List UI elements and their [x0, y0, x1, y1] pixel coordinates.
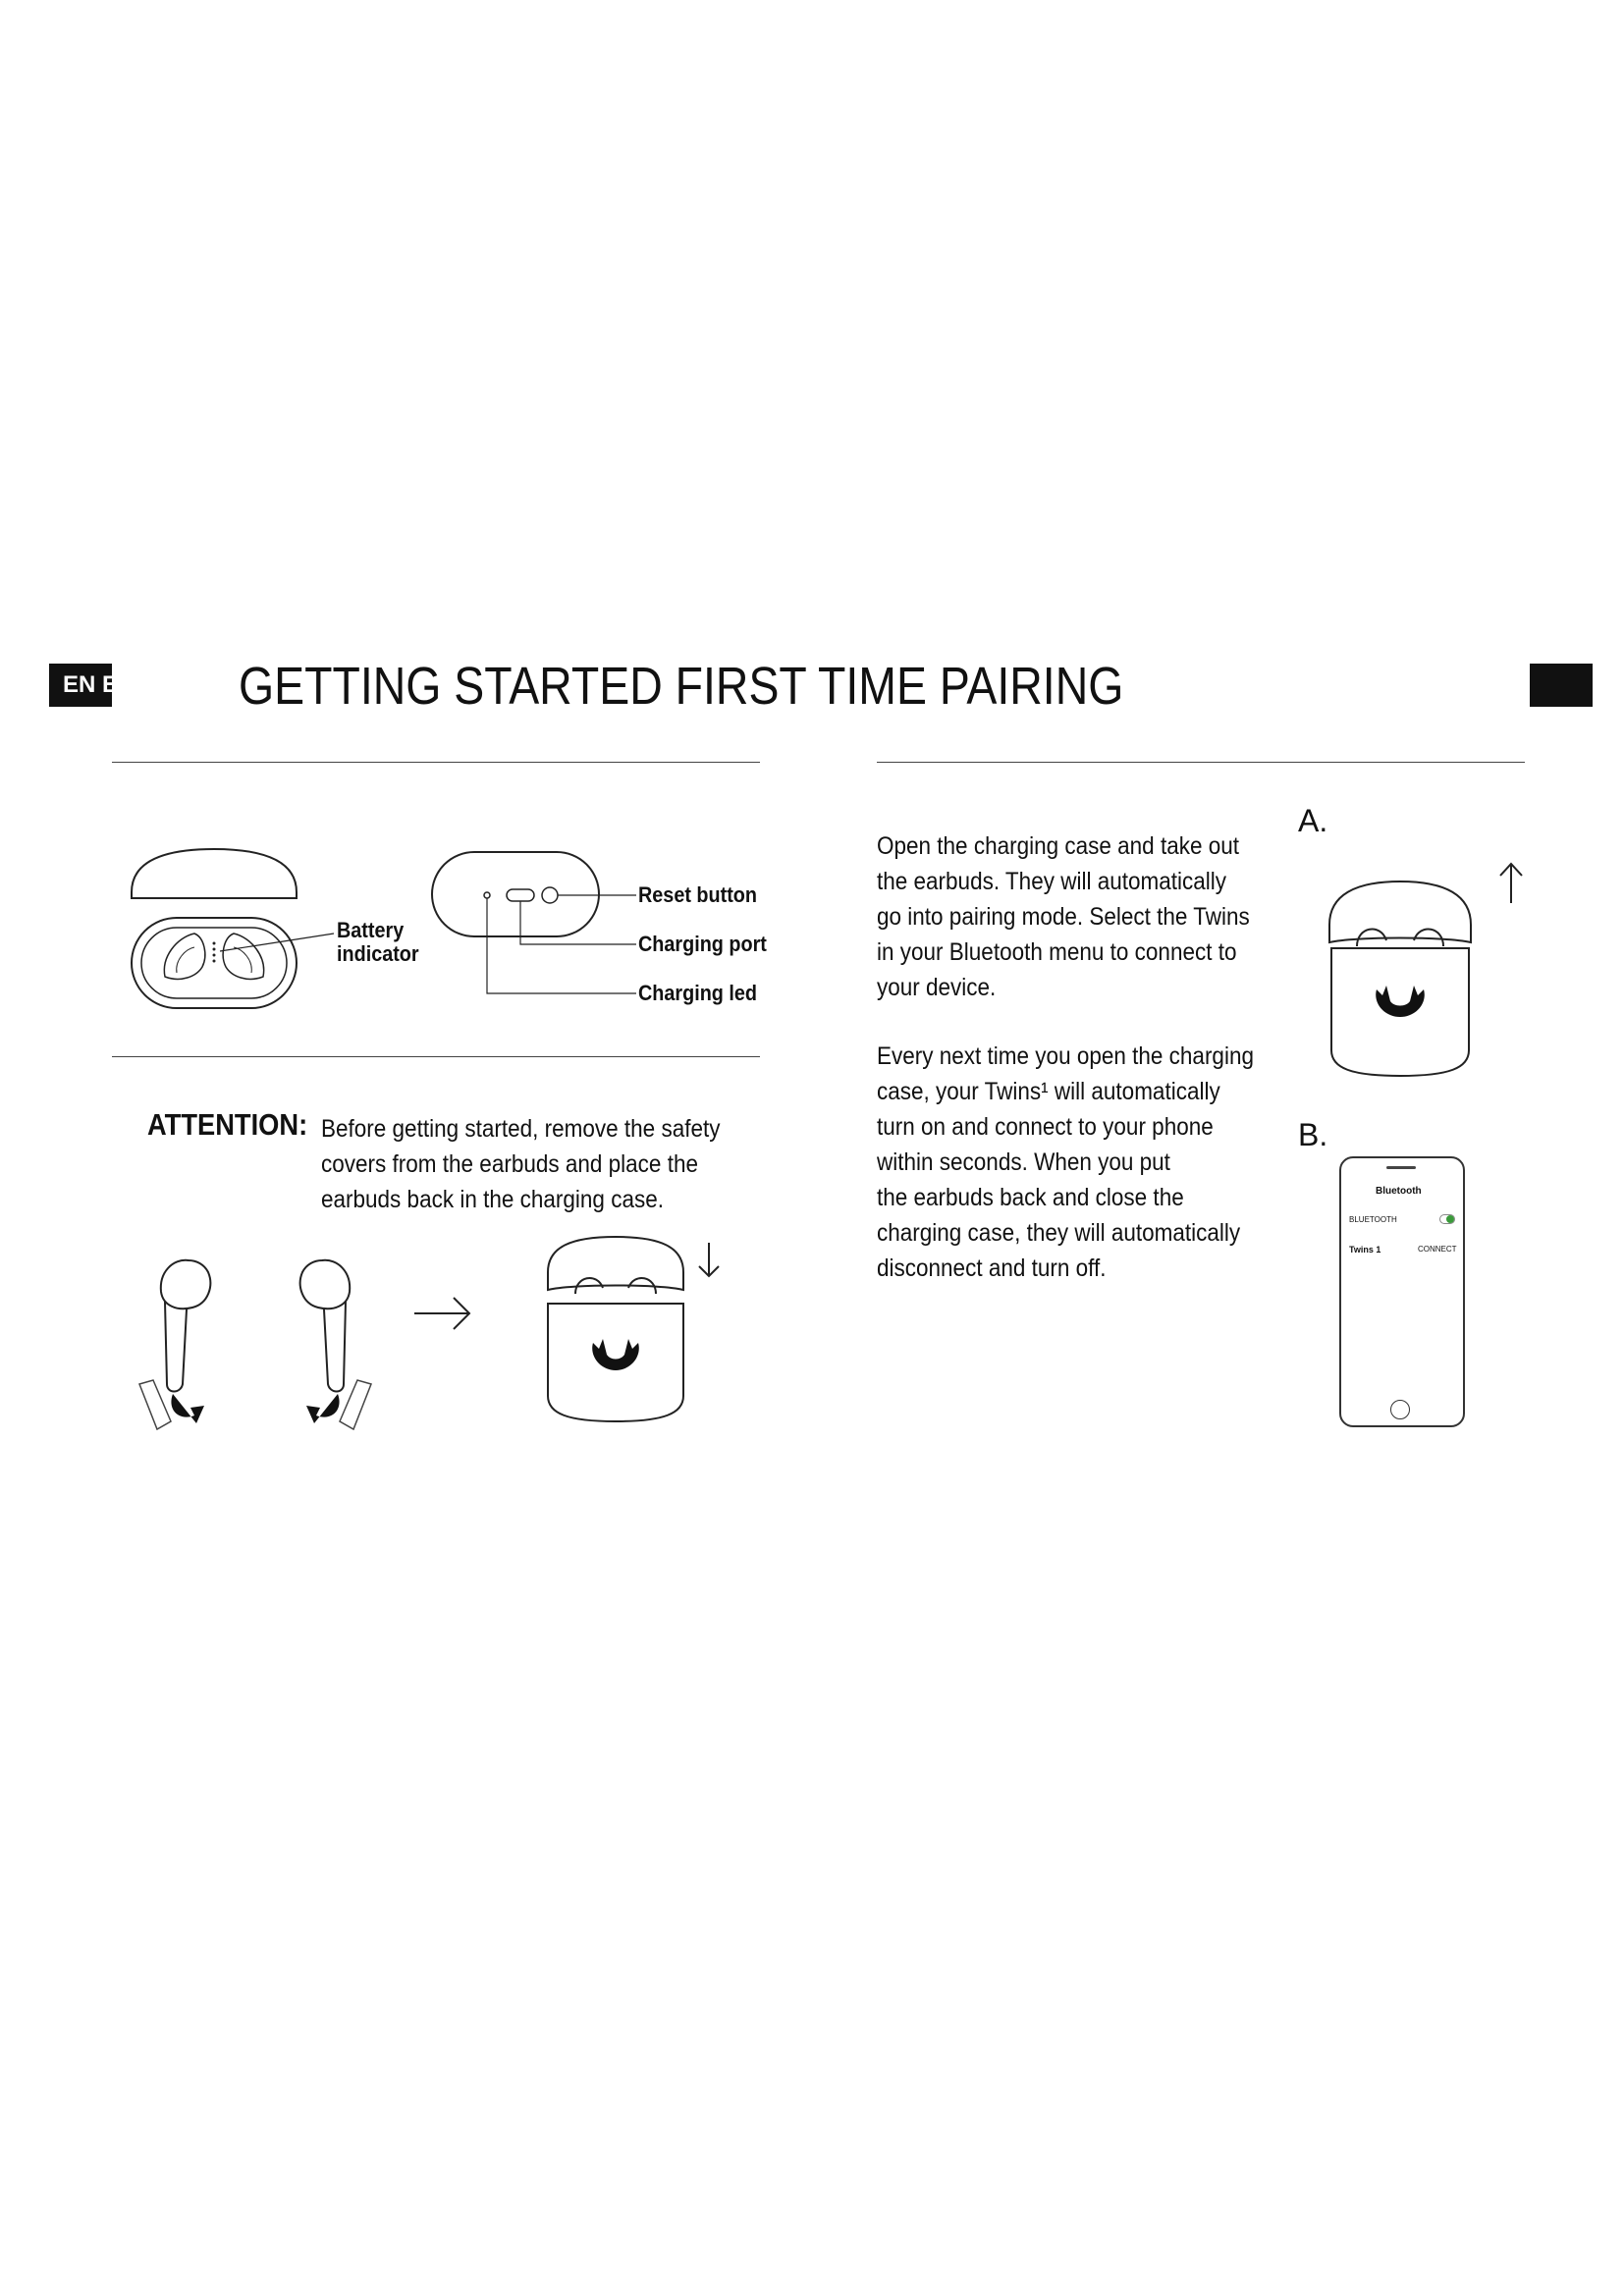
divider-top-right — [877, 762, 1525, 763]
language-tab-label: EN E — [63, 671, 119, 698]
instructions-paragraph-2: Every next time you open the charging case, your Twins¹ will automatically turn on and connect to your phone within seconds. When you put the earbuds back and close the charging case, they will automatically disconnect and turn off. — [877, 1042, 1254, 1282]
charging-case-opened-illustration — [1322, 878, 1479, 1084]
attention-line-1: Before getting started, remove the safety — [321, 1115, 721, 1143]
arrow-up-icon — [1496, 860, 1526, 905]
step-a-label: A. — [1298, 803, 1328, 838]
divider-middle-left — [112, 1056, 760, 1057]
phone-connect-button[interactable]: CONNECT — [1418, 1245, 1457, 1254]
step-b-label: B. — [1298, 1117, 1328, 1152]
charging-led-label: Charging led — [638, 981, 758, 1005]
divider-top-left — [112, 762, 760, 763]
home-button-icon[interactable] — [1390, 1400, 1410, 1419]
charging-case-closing-illustration — [542, 1233, 689, 1429]
charging-port-label: Charging port — [638, 932, 767, 956]
phone-speaker — [1386, 1166, 1416, 1169]
page-tab-marker — [1530, 664, 1593, 707]
phone-bluetooth-row: BLUETOOTH — [1349, 1215, 1397, 1224]
charging-case-open-illustration — [126, 839, 302, 1036]
attention-line-3: earbuds back in the charging case. — [321, 1186, 664, 1213]
brand-logo-icon — [592, 1339, 639, 1370]
attention-line-2: covers from the earbuds and place the — [321, 1150, 698, 1178]
attention-text — [321, 1111, 720, 1217]
charging-case-back-illustration — [430, 850, 636, 1007]
toggle-switch-icon[interactable] — [1439, 1214, 1455, 1224]
phone-illustration — [1339, 1156, 1465, 1427]
language-tab — [49, 664, 119, 707]
phone-device-name[interactable]: Twins 1 — [1349, 1245, 1381, 1255]
instructions-paragraph-1: Open the charging case and take out the earbuds. They will automatically go into pairing mode. Select the Twins in your Bluetooth menu to connect to your device. — [877, 832, 1250, 1001]
arrow-down-icon — [695, 1241, 723, 1280]
page-title: GETTING STARTED FIRST TIME PAIRING — [239, 657, 1124, 716]
battery-indicator-label: Battery indicator — [337, 918, 419, 966]
arrow-right-icon — [412, 1294, 475, 1333]
earbuds-safety-covers-illustration — [137, 1247, 373, 1443]
phone-screen-title: Bluetooth — [1376, 1186, 1422, 1197]
attention-heading: ATTENTION: — [147, 1107, 308, 1142]
reset-button-label: Reset button — [638, 882, 758, 907]
